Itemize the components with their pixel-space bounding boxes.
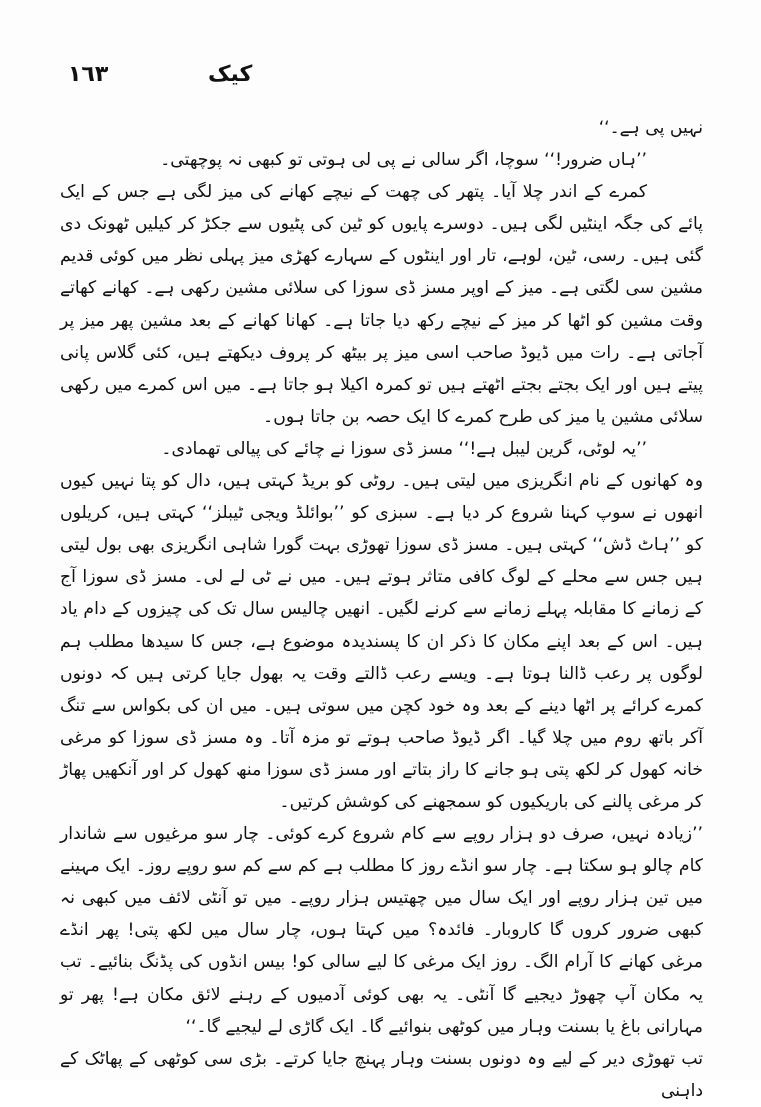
running-title: کیک (208, 62, 253, 87)
paragraph: ’’یہ لوٹی، گرین لیبل ہے!‘‘ مسز ڈی سوزا نے چائے کی پیالی تھمادی۔ (161, 438, 647, 459)
page-number: ١٦٣ (68, 62, 109, 87)
paragraph: ’’زیادہ نہیں، صرف دو ہزار روپے سے کام شروع کرے کوئی۔ چار سو مرغیوں سے شاندار کام چالو ہو سکتا ہے۔ چار سو انڈے روز کا مطلب ہے کم سے کم سو روپے روز۔ ایک مہینے میں تین ہزار روپے اور ایک سال میں چھتیس ہزار روپے۔ میں تو آنٹی لائف میں کبھی نہ کبھی ضرور کروں گا کاروبار۔ فائدہ؟ میں کہتا ہوں، چار سال میں لکھ پتی! پھر انڈے مرغی کھانے کا آرام الگ۔ روز ایک مرغی کا لیے سالی کو! بیس انڈوں کی پڈنگ بنائیے۔ تب یہ مکان آپ چھوڑ دیجیے گا آنٹی۔ یہ بھی کوئی آدمیوں کے رہنے لائق مکان ہے! پھر تو مہارانی باغ یا بسنت وہار میں کوٹھی بنوائیے گا۔ ایک گاڑی لے لیجیے گا۔‘‘ (60, 824, 703, 1037)
paragraph: کمرے کے اندر چلا آیا۔ پتھر کی چھت کے نیچے کھانے کی میز لگی ہے جس کے ایک پائے کی جگہ اینٹیں لگی ہیں۔ دوسرے پایوں کو ٹین کی پٹیوں سے جکڑ کر کیلیں ٹھونک دی گئی ہیں۔ رسی، ٹین، لوہے، تار اور اینٹوں کے سہارے کھڑی میز پہلی نظر میں کوئی قدیم مشین سی لگتی ہے۔ میز کے اوپر مسز ڈی سوزا کی سلائی مشین رکھی ہے۔ کھانے کھاتے وقت مشین کو اٹھا کر میز کے نیچے رکھ دیا جاتا ہے۔ کھانا کھانے کے بعد مشین پھر میز پر آجاتی ہے۔ رات میں ڈیوڈ صاحب اسی میز پر بیٹھ کر پروف دیکھتے ہیں، کئی گلاس پانی پیتے ہیں اور ایک بجتے بجتے اٹھتے ہیں تو کمرہ اکیلا ہو جاتا ہے۔ میں اس کمرے میں رکھی سلائی مشین یا میز کی طرح کمرے کا ایک حصہ بن جاتا ہوں۔ (60, 182, 703, 427)
page-header (58, 58, 703, 94)
page-body (60, 112, 703, 1107)
paragraph: تب تھوڑی دیر کے لیے وہ دونوں بسنت وہار پہنچ جایا کرتے۔ بڑی سی کوٹھی کے پھاٹک کے داہنی (60, 1048, 703, 1101)
paragraph: ’’ہاں ضرور!‘‘ سوچا، اگر سالی نے پی لی ہوتی تو کبھی نہ پوچھتی۔ (160, 150, 647, 171)
paragraph: وہ کھانوں کے نام انگریزی میں لیتی ہیں۔ روٹی کو بریڈ کہتی ہیں، دال کو پتا نہیں کیوں انھوں نے سوپ کہنا شروع کر دیا ہے۔ سبزی کو ’’بوائلڈ ویجی ٹیبلز‘‘ کہتی ہیں، کریلوں کو ’’ہاٹ ڈش‘‘ کہتی ہیں۔ مسز ڈی سوزا تھوڑی بہت گورا شاہی انگریزی بھی بول لیتی ہیں جس سے محلے کے لوگ کافی متاثر ہوتے ہیں۔ میں نے ٹی لے لی۔ مسز ڈی سوزا آج کے زمانے کا مقابلہ پہلے زمانے سے کرنے لگیں۔ انھیں چالیس سال تک کی چیزوں کے دام یاد ہیں۔ اس کے بعد اپنے مکان کا ذکر ان کا پسندیدہ موضوع ہے، جس کا سیدھا مطلب ہم لوگوں پر رعب ڈالنا ہوتا ہے۔ ویسے رعب ڈالتے وقت یہ بھول جایا کرتی ہیں کہ دونوں کمرے کرائے پر اٹھا دینے کے بعد وہ خود کچن میں سوتی ہیں۔ میں ان کی بکواس سے تنگ آکر باتھ روم میں چلا گیا۔ اگر ڈیوڈ صاحب ہوتے تو مزہ آتا۔ وہ مسز ڈی سوزا کو مرغی خانہ کھول کر لکھ پتی ہو جانے کا راز بتاتے اور مسز ڈی سوزا منھ کھول کر اور آنکھیں پھاڑ کر مرغی پالنے کی باریکیوں کو سمجھنے کی کوشش کرتیں۔ (60, 471, 703, 812)
paragraph: نہیں پی ہے۔‘‘ (598, 118, 703, 138)
